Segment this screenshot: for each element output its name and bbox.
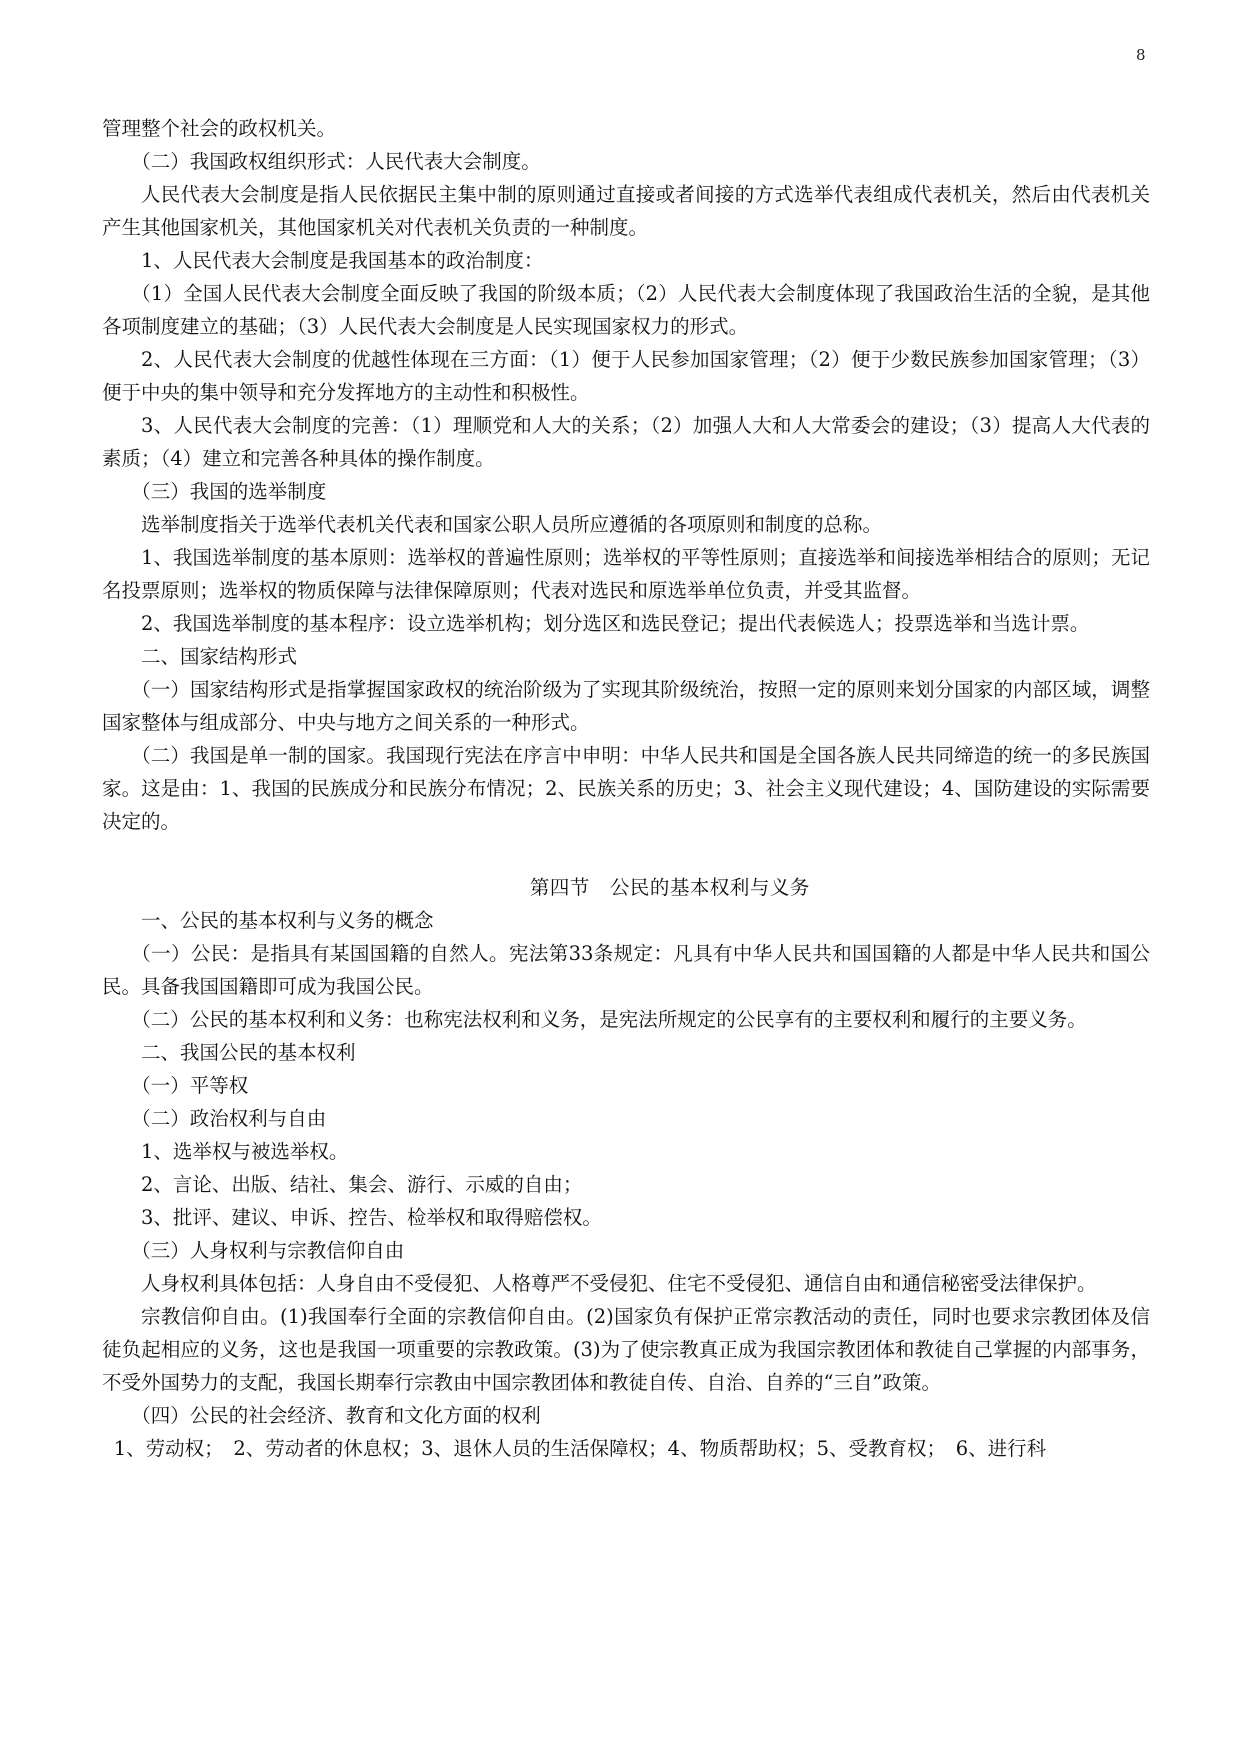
subheading: （三）人身权利与宗教信仰自由 — [131, 1239, 405, 1262]
heading: 二、国家结构形式 — [141, 645, 298, 668]
paragraph: 宗教信仰自由。(1)我国奉行全面的宗教信仰自由。(2)国家负有保护正常宗教活动的责任，同时也要求宗教团体及信徒负起相应的义务，这也是我国一项重要的宗教政策。(3)为了使宗教真正成为我国宗教团体和教徒自己掌握的内部事务，不受外国势力的支配，我国长期奉行宗教由中国宗教团体和教徒自传、自治、自养的“三自”政策。 — [102, 1305, 1150, 1394]
page-number: 8 — [1136, 46, 1146, 64]
paragraph: （二）我国是单一制的国家。我国现行宪法在序言中申明：中华人民共和国是全国各族人民共同缔造的统一的多民族国家。这是由：1、我国的民族成分和民族分布情况；2、民族关系的历史；3、社会主义现代建设；4、国防建设的实际需要决定的。 — [102, 744, 1150, 833]
heading: 一、公民的基本权利与义务的概念 — [141, 909, 434, 932]
paragraph: 人民代表大会制度是指人民依据民主集中制的原则通过直接或者间接的方式选举代表组成代表机关，然后由代表机关产生其他国家机关，其他国家机关对代表机关负责的一种制度。 — [102, 183, 1150, 239]
paragraph: （1）全国人民代表大会制度全面反映了我国的阶级本质；（2）人民代表大会制度体现了我国政治生活的全貌，是其他各项制度建立的基础；（3）人民代表大会制度是人民实现国家权力的形式。 — [102, 282, 1150, 338]
section-title: 第四节 公民的基本权利与义务 — [529, 876, 810, 899]
paragraph: （一）公民：是指具有某国国籍的自然人。宪法第33条规定：凡具有中华人民共和国国籍的人都是中华人民共和国公民。具备我国国籍即可成为我国公民。 — [102, 942, 1150, 998]
paragraph: （二）公民的基本权利和义务：也称宪法权利和义务，是宪法所规定的公民享有的主要权利和履行的主要义务。 — [131, 1008, 1087, 1031]
subheading: （二）政治权利与自由 — [131, 1107, 327, 1130]
subheading: （二）我国政权组织形式：人民代表大会制度。 — [131, 150, 541, 173]
subheading: （四）公民的社会经济、教育和文化方面的权利 — [131, 1404, 541, 1427]
paragraph: 2、我国选举制度的基本程序：设立选举机构；划分选区和选民登记；提出代表候选人；投票选举和当选计票。 — [141, 612, 1090, 635]
paragraph: 2、人民代表大会制度的优越性体现在三方面：（1）便于人民参加国家管理；（2）便于少数民族参加国家管理；（3）便于中央的集中领导和充分发挥地方的主动性和积极性。 — [102, 348, 1150, 404]
list-item: 1、选举权与被选举权。 — [141, 1140, 349, 1163]
spacer — [102, 838, 1150, 871]
subheading: （三）我国的选举制度 — [131, 480, 327, 503]
heading: 二、我国公民的基本权利 — [141, 1041, 356, 1064]
list-item: 2、言论、出版、结社、集会、游行、示威的自由； — [141, 1173, 583, 1196]
paragraph: 1、我国选举制度的基本原则：选举权的普遍性原则；选举权的平等性原则；直接选举和间接选举相结合的原则；无记名投票原则；选举权的物质保障与法律保障原则；代表对选民和原选举单位负责，并受其监督。 — [102, 546, 1150, 602]
paragraph: 选举制度指关于选举代表机关代表和国家公职人员所应遵循的各项原则和制度的总称。 — [141, 513, 883, 536]
paragraph: 3、人民代表大会制度的完善：（1）理顺党和人大的关系；（2）加强人大和人大常委会的建设；（3）提高人大代表的素质；（4）建立和完善各种具体的操作制度。 — [102, 414, 1150, 470]
paragraph: 人身权利具体包括：人身自由不受侵犯、人格尊严不受侵犯、住宅不受侵犯、通信自由和通信秘密受法律保护。 — [141, 1272, 1097, 1295]
document-body — [102, 112, 1150, 1465]
list-item: 3、批评、建议、申诉、控告、检举权和取得赔偿权。 — [141, 1206, 602, 1229]
paragraph: 1、人民代表大会制度是我国基本的政治制度： — [141, 249, 544, 272]
paragraph: （一）国家结构形式是指掌握国家政权的统治阶级为了实现其阶级统治，按照一定的原则来划分国家的内部区域，调整国家整体与组成部分、中央与地方之间关系的一种形式。 — [102, 678, 1150, 734]
paragraph: 管理整个社会的政权机关。 — [102, 117, 337, 140]
subheading: （一）平等权 — [131, 1074, 249, 1097]
list-item: 1、劳动权； 2、劳动者的休息权；3、退休人员的生活保障权；4、物质帮助权；5、受教育权； 6、进行科 — [113, 1437, 1047, 1460]
